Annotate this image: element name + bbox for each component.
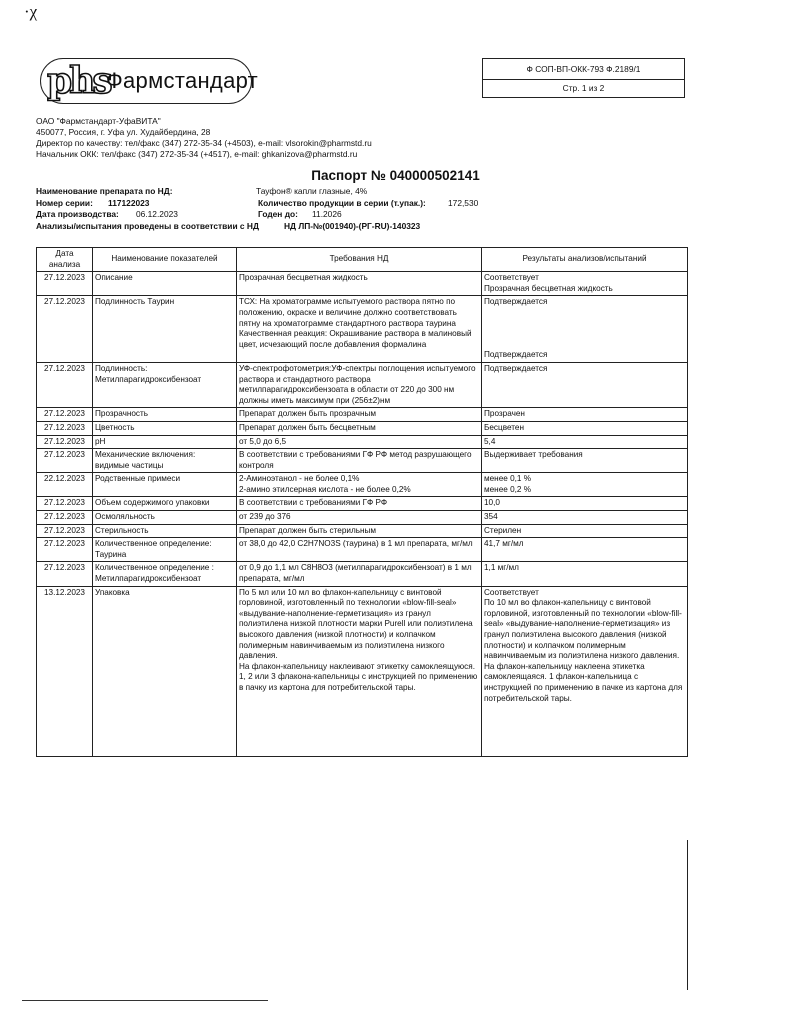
table-row [37,524,688,538]
row-requirement: ТСХ: На хроматограмме испытуемого раствора пятно по положению, окраске и величине должно соответствовать пятну на хроматограмме стандартного раствора таурина Качественная реакция: Окрашивание раствора в малиновый цвет, исчезающий после добавления формалина [237,296,482,363]
table-row [37,296,688,363]
row-result: 354 [482,511,688,525]
table-row [37,421,688,435]
company-logo [40,58,259,104]
row-date: 27.12.2023 [37,538,93,562]
row-indicator: Осмоляльность [93,511,237,525]
row-date: 27.12.2023 [37,296,93,363]
row-date: 27.12.2023 [37,511,93,525]
row-requirement: от 5,0 до 6,5 [237,435,482,449]
document-code: Ф СОП-ВП-ОКК-793 Ф.2189/1 [483,59,684,80]
analysis-document: НД ЛП-№(001940)-(РГ-RU)-140323 [284,221,421,231]
row-indicator: Механические включения: видимые частицы [93,449,237,473]
row-indicator: Объем содержимого упаковки [93,497,237,511]
row-requirement: В соответствии с требованиями ГФ РФ метод разрушающего контроля [237,449,482,473]
analysis-label: Анализы/испытания проведены в соответствии с НД [36,221,259,231]
row-date: 27.12.2023 [37,435,93,449]
row-date: 27.12.2023 [37,421,93,435]
row-result: Стерилен [482,524,688,538]
row-requirement: от 239 до 376 [237,511,482,525]
table-row [37,272,688,296]
header-requirements: Требования НД [237,248,482,272]
row-indicator: Стерильность [93,524,237,538]
page-margin-line [687,840,689,990]
header-results: Результаты анализов/испытаний [482,248,688,272]
page-number: Стр. 1 из 2 [562,83,605,93]
row-requirement: от 38,0 до 42,0 C2H7NO3S (таурина) в 1 мл препарата, мг/мл [237,538,482,562]
row-result: 5,4 [482,435,688,449]
table-row [37,511,688,525]
analysis-table [36,247,688,757]
row-date: 27.12.2023 [37,272,93,296]
table-row [37,362,688,407]
quantity-value: 172,530 [448,198,479,208]
table-row [37,586,688,756]
series-value: 117122023 [108,198,150,208]
expiry-label: Годен до: [258,209,298,219]
row-date: 27.12.2023 [37,408,93,422]
header-indicator: Наименование показателей [93,248,237,272]
series-label: Номер серии: [36,198,93,208]
row-result: Соответствует По 10 мл во флакон-капельницу с винтовой горловиной, изготовленный по технологии «blow-fill-seal» «выдувание-наполнение-герметизация» из гранул полиэтилена высокого давления (низкой плотности) и колпачком полимерным навинчиваемым из полиэтилена низкого давления. На флакон-капельницу наклеена этикетка самоклеящаяся. 1 флакон-капельница с инструкцией по применению в пачке из картона для потребительской тары. [482,586,688,756]
row-date: 27.12.2023 [37,562,93,586]
passport-title: Паспорт № 040000502141 [311,168,480,183]
row-requirement: Препарат должен быть стерильным [237,524,482,538]
row-result: Подтверждается [482,362,688,407]
row-date: 27.12.2023 [37,497,93,511]
row-date: 13.12.2023 [37,586,93,756]
row-result: Выдерживает требования [482,449,688,473]
table-row [37,473,688,497]
row-result: 1,1 мг/мл [482,562,688,586]
row-indicator: Прозрачность [93,408,237,422]
document-code-box [482,58,685,98]
qc-head-contact: Начальник ОКК: тел/факс (347) 272-35-34 (+4517), e-mail: ghkanizova@pharmstd.ru [36,149,358,159]
bottom-rule [22,1000,268,1002]
quality-director-contact: Директор по качеству: тел/факс (347) 272-35-34 (+4503), e-mail: vlsorokin@pharmstd.ru [36,138,372,148]
row-result: 10,0 [482,497,688,511]
row-date: 27.12.2023 [37,449,93,473]
logo-text: Фармстандарт [106,68,259,93]
row-requirement: По 5 мл или 10 мл во флакон-капельницу с винтовой горловиной, изготовленный по технологии «blow-fill-seal» «выдувание-наполнение-герметизация» из гранул полиэтилена низкой плотности марки Purell или полиэтилена высокого давления (низкой плотности) и колпачком полимерным навинчиваемым из полиэтилена низкого давления. На флакон-капельницу наклеивают этикетку самоклеящуюся. 1, 2 или 3 флакона-капельницы с инструкцией по применению в пачку из картона для потребительской тары. [237,586,482,756]
row-indicator: Описание [93,272,237,296]
row-date: 27.12.2023 [37,524,93,538]
row-result: Подтверждается Подтверждается [482,296,688,363]
row-result: Бесцветен [482,421,688,435]
row-requirement: Препарат должен быть бесцветным [237,421,482,435]
row-requirement: от 0,9 до 1,1 мл C8H8O3 (метилпарагидроксибензоат) в 1 мл препарата, мг/мл [237,562,482,586]
row-date: 27.12.2023 [37,362,93,407]
production-date-label: Дата производства: [36,209,119,219]
table-row [37,408,688,422]
table-row [37,449,688,473]
row-requirement: В соответствии с требованиями ГФ РФ [237,497,482,511]
corner-handwritten-mark: ·χ [24,2,38,21]
row-indicator: Упаковка [93,586,237,756]
row-indicator: Родственные примеси [93,473,237,497]
row-indicator: Подлинность Таурин [93,296,237,363]
row-indicator: Подлинность: Метилпарагидроксибензоат [93,362,237,407]
table-row [37,562,688,586]
table-row [37,538,688,562]
company-address: 450077, Россия, г. Уфа ул. Худайбердина, 28 [36,127,211,137]
row-indicator: Количественное определение : Метилпарагидроксибензоат [93,562,237,586]
table-row [37,435,688,449]
row-indicator: Количественное определение: Таурина [93,538,237,562]
row-requirement: 2-Аминоэтанол - не более 0,1% 2-амино этилсерная кислота - не более 0,2% [237,473,482,497]
header-date: Дата анализа [37,248,93,272]
row-result: менее 0,1 % менее 0,2 % [482,473,688,497]
quantity-label: Количество продукции в серии (т.упак.): [258,198,426,208]
row-result: Соответствует Прозрачная бесцветная жидкость [482,272,688,296]
row-requirement: Препарат должен быть прозрачным [237,408,482,422]
row-date: 22.12.2023 [37,473,93,497]
row-result: 41,7 мг/мл [482,538,688,562]
row-requirement: УФ-спектрофотометрия:УФ-спектры поглощения испытуемого раствора и стандартного раствора метилпарагидроксибензоата в области от 220 до 300 нм должны иметь максимум при (256±2)нм [237,362,482,407]
table-header-row [37,248,688,272]
production-date-value: 06.12.2023 [136,209,178,219]
logo-mark: phs [47,60,110,102]
product-name-label: Наименование препарата по НД: [36,186,173,196]
table-row [37,497,688,511]
expiry-value: 11.2026 [312,209,342,219]
row-indicator: pH [93,435,237,449]
product-name-value: Тауфон® капли глазные, 4% [256,186,368,196]
company-name: ОАО "Фармстандарт-УфаВИТА" [36,116,161,126]
row-indicator: Цветность [93,421,237,435]
row-result: Прозрачен [482,408,688,422]
row-requirement: Прозрачная бесцветная жидкость [237,272,482,296]
